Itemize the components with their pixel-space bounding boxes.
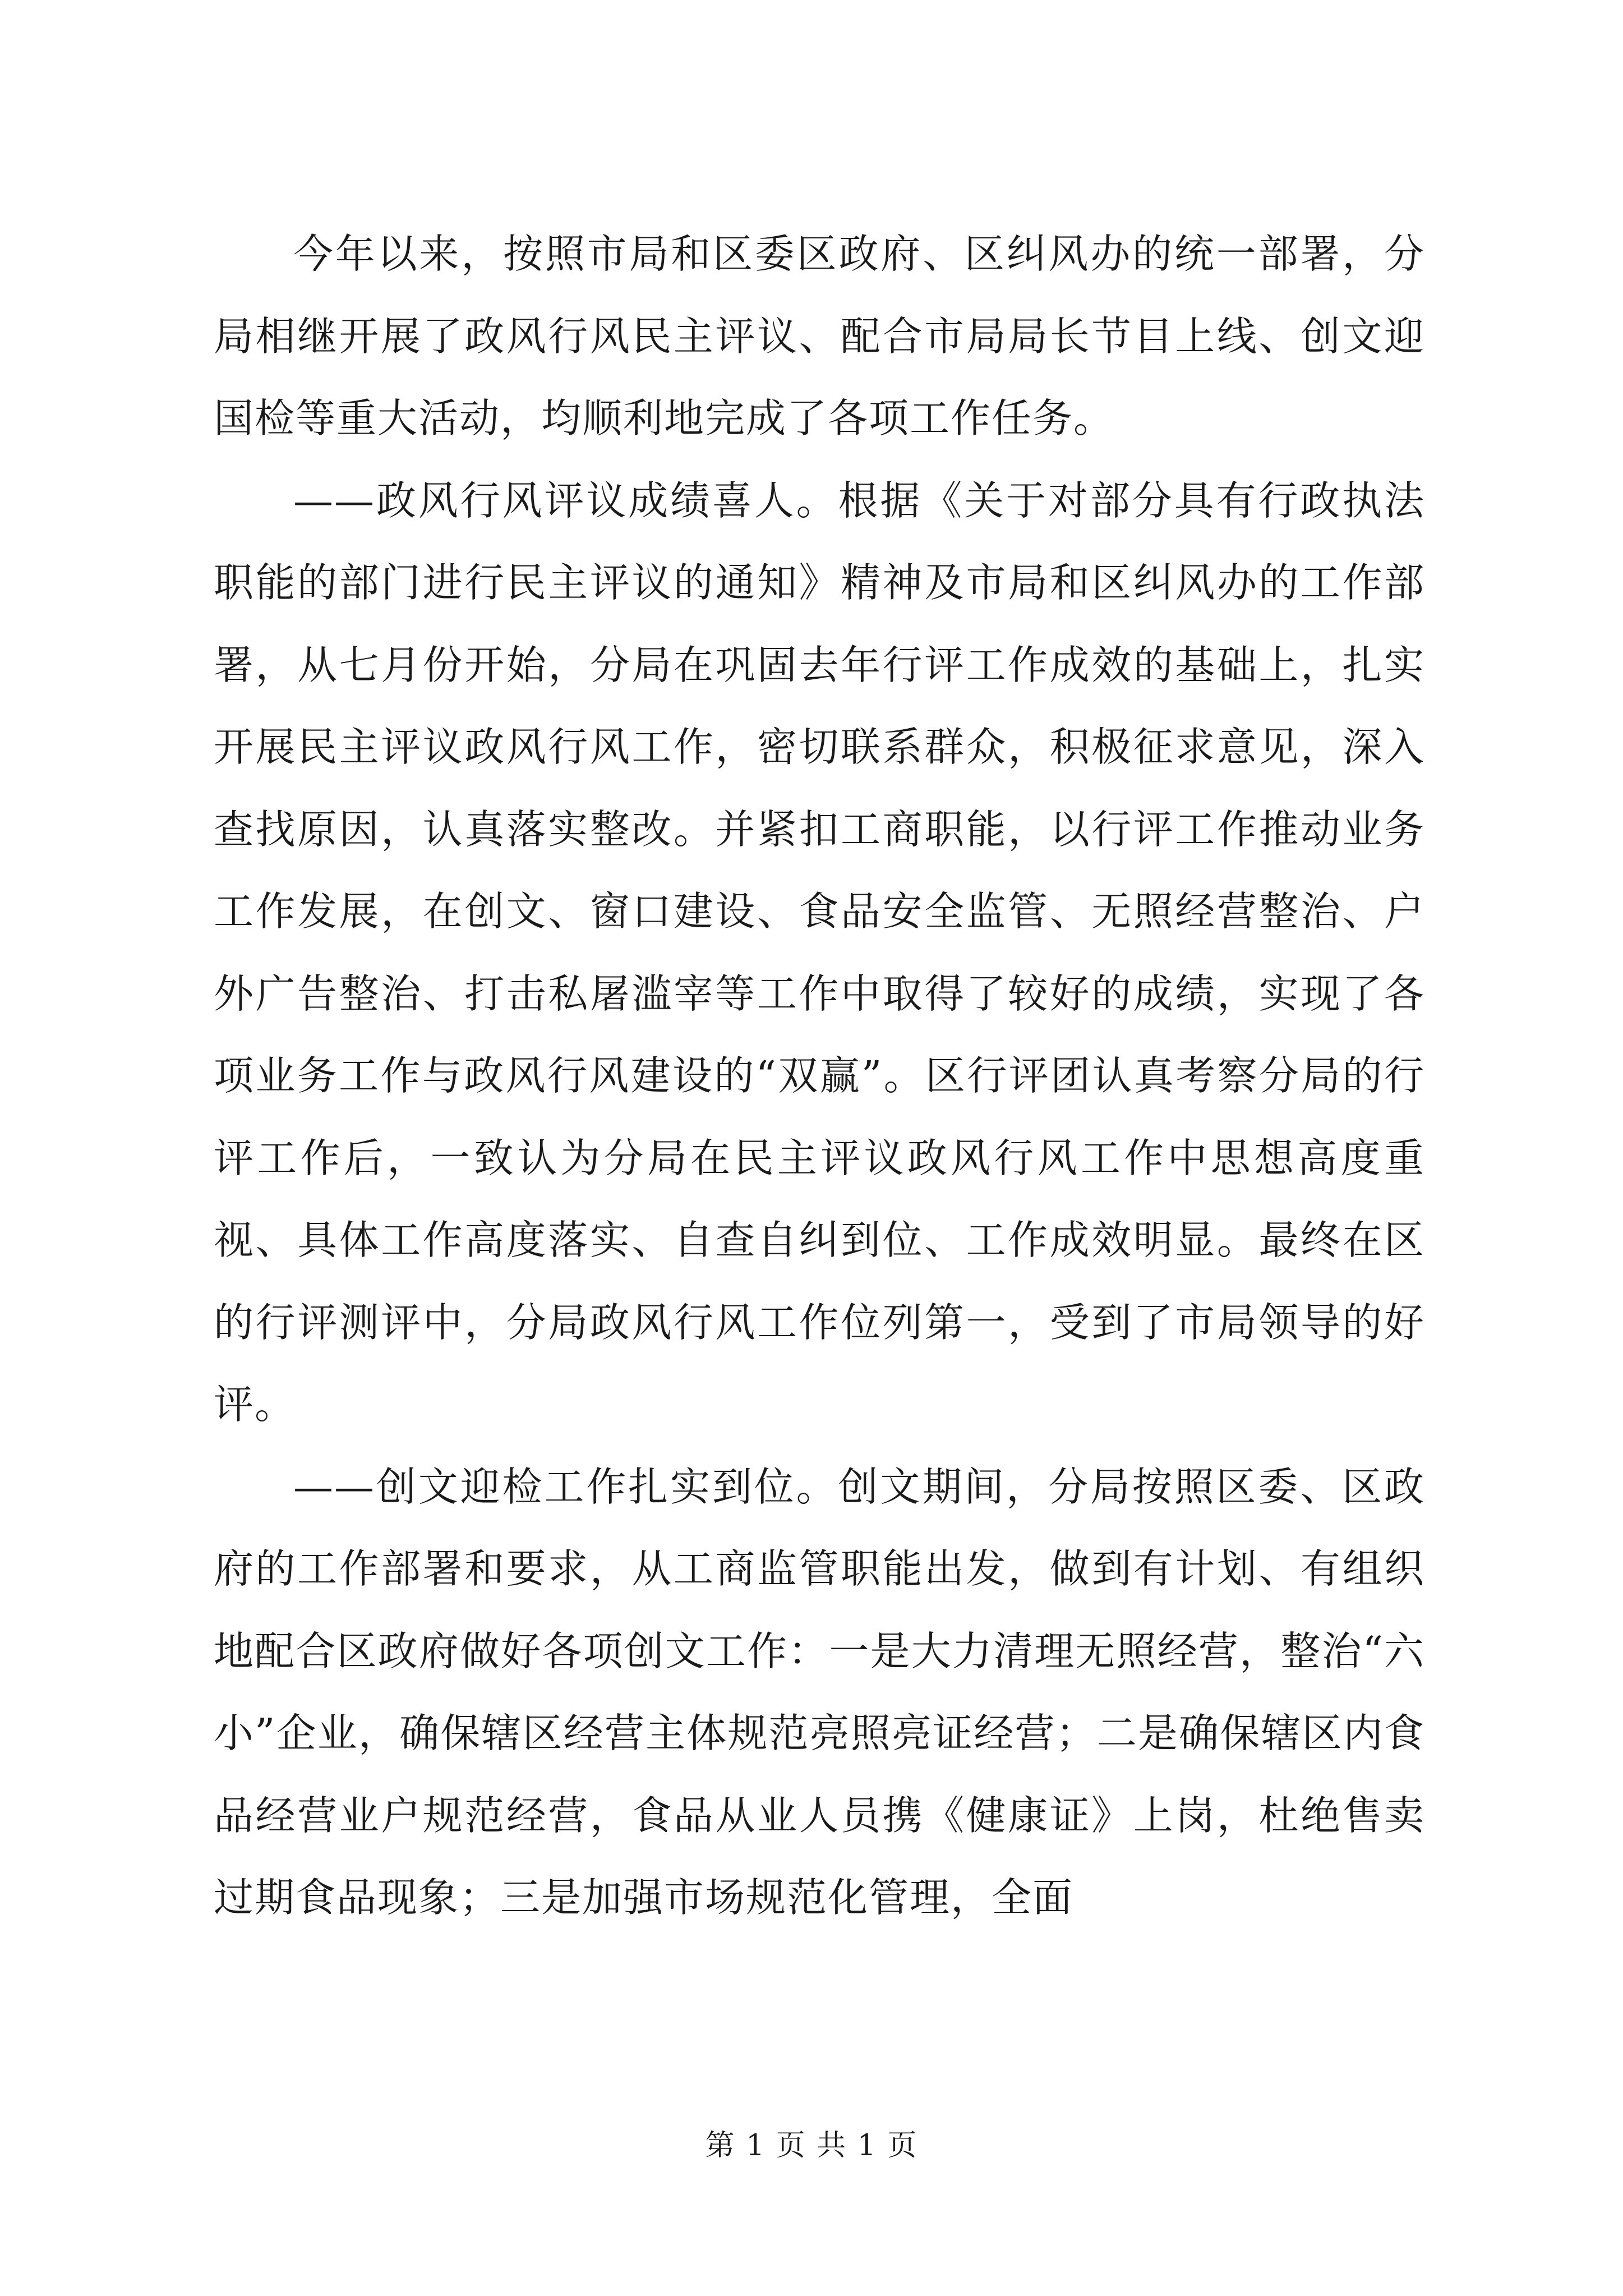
document-body (214, 213, 1425, 1939)
paragraph-evaluation: ——政风行风评议成绩喜人。根据《关于对部分具有行政执法职能的部门进行民主评议的通知》精神及市局和区纠风办的工作部署，从七月份开始，分局在巩固去年行评工作成效的基础上，扎实开展民主评议政风行风工作，密切联系群众，积极征求意见，深入查找原因，认真落实整改。并紧扣工商职能，以行评工作推动业务工作发展，在创文、窗口建设、食品安全监管、无照经营整治、户外广告整治、打击私屠滥宰等工作中取得了较好的成绩，实现了各项业务工作与政风行风建设的“双赢”。区行评团认真考察分局的行评工作后，一致认为分局在民主评议政风行风工作中思想高度重视、具体工作高度落实、自查自纠到位、工作成效明显。最终在区的行评测评中，分局政风行风工作位列第一，受到了市局领导的好评。 (214, 477, 1425, 1428)
page-number-footer: 第 1 页 共 1 页 (705, 2129, 918, 2162)
paragraph-civilization: ——创文迎检工作扎实到位。创文期间，分局按照区委、区政府的工作部署和要求，从工商监管职能出发，做到有计划、有组织地配合区政府做好各项创文工作：一是大力清理无照经营，整治“六小”企业，确保辖区经营主体规范亮照亮证经营；二是确保辖区内食品经营业户规范经营，食品从业人员携《健康证》上岗，杜绝售卖过期食品现象；三是加强市场规范化管理，全面 (214, 1463, 1425, 1921)
paragraph-intro: 今年以来，按照市局和区委区政府、区纠风办的统一部署，分局相继开展了政风行风民主评议、配合市局局长节目上线、创文迎国检等重大活动，均顺利地完成了各项工作任务。 (214, 231, 1425, 441)
